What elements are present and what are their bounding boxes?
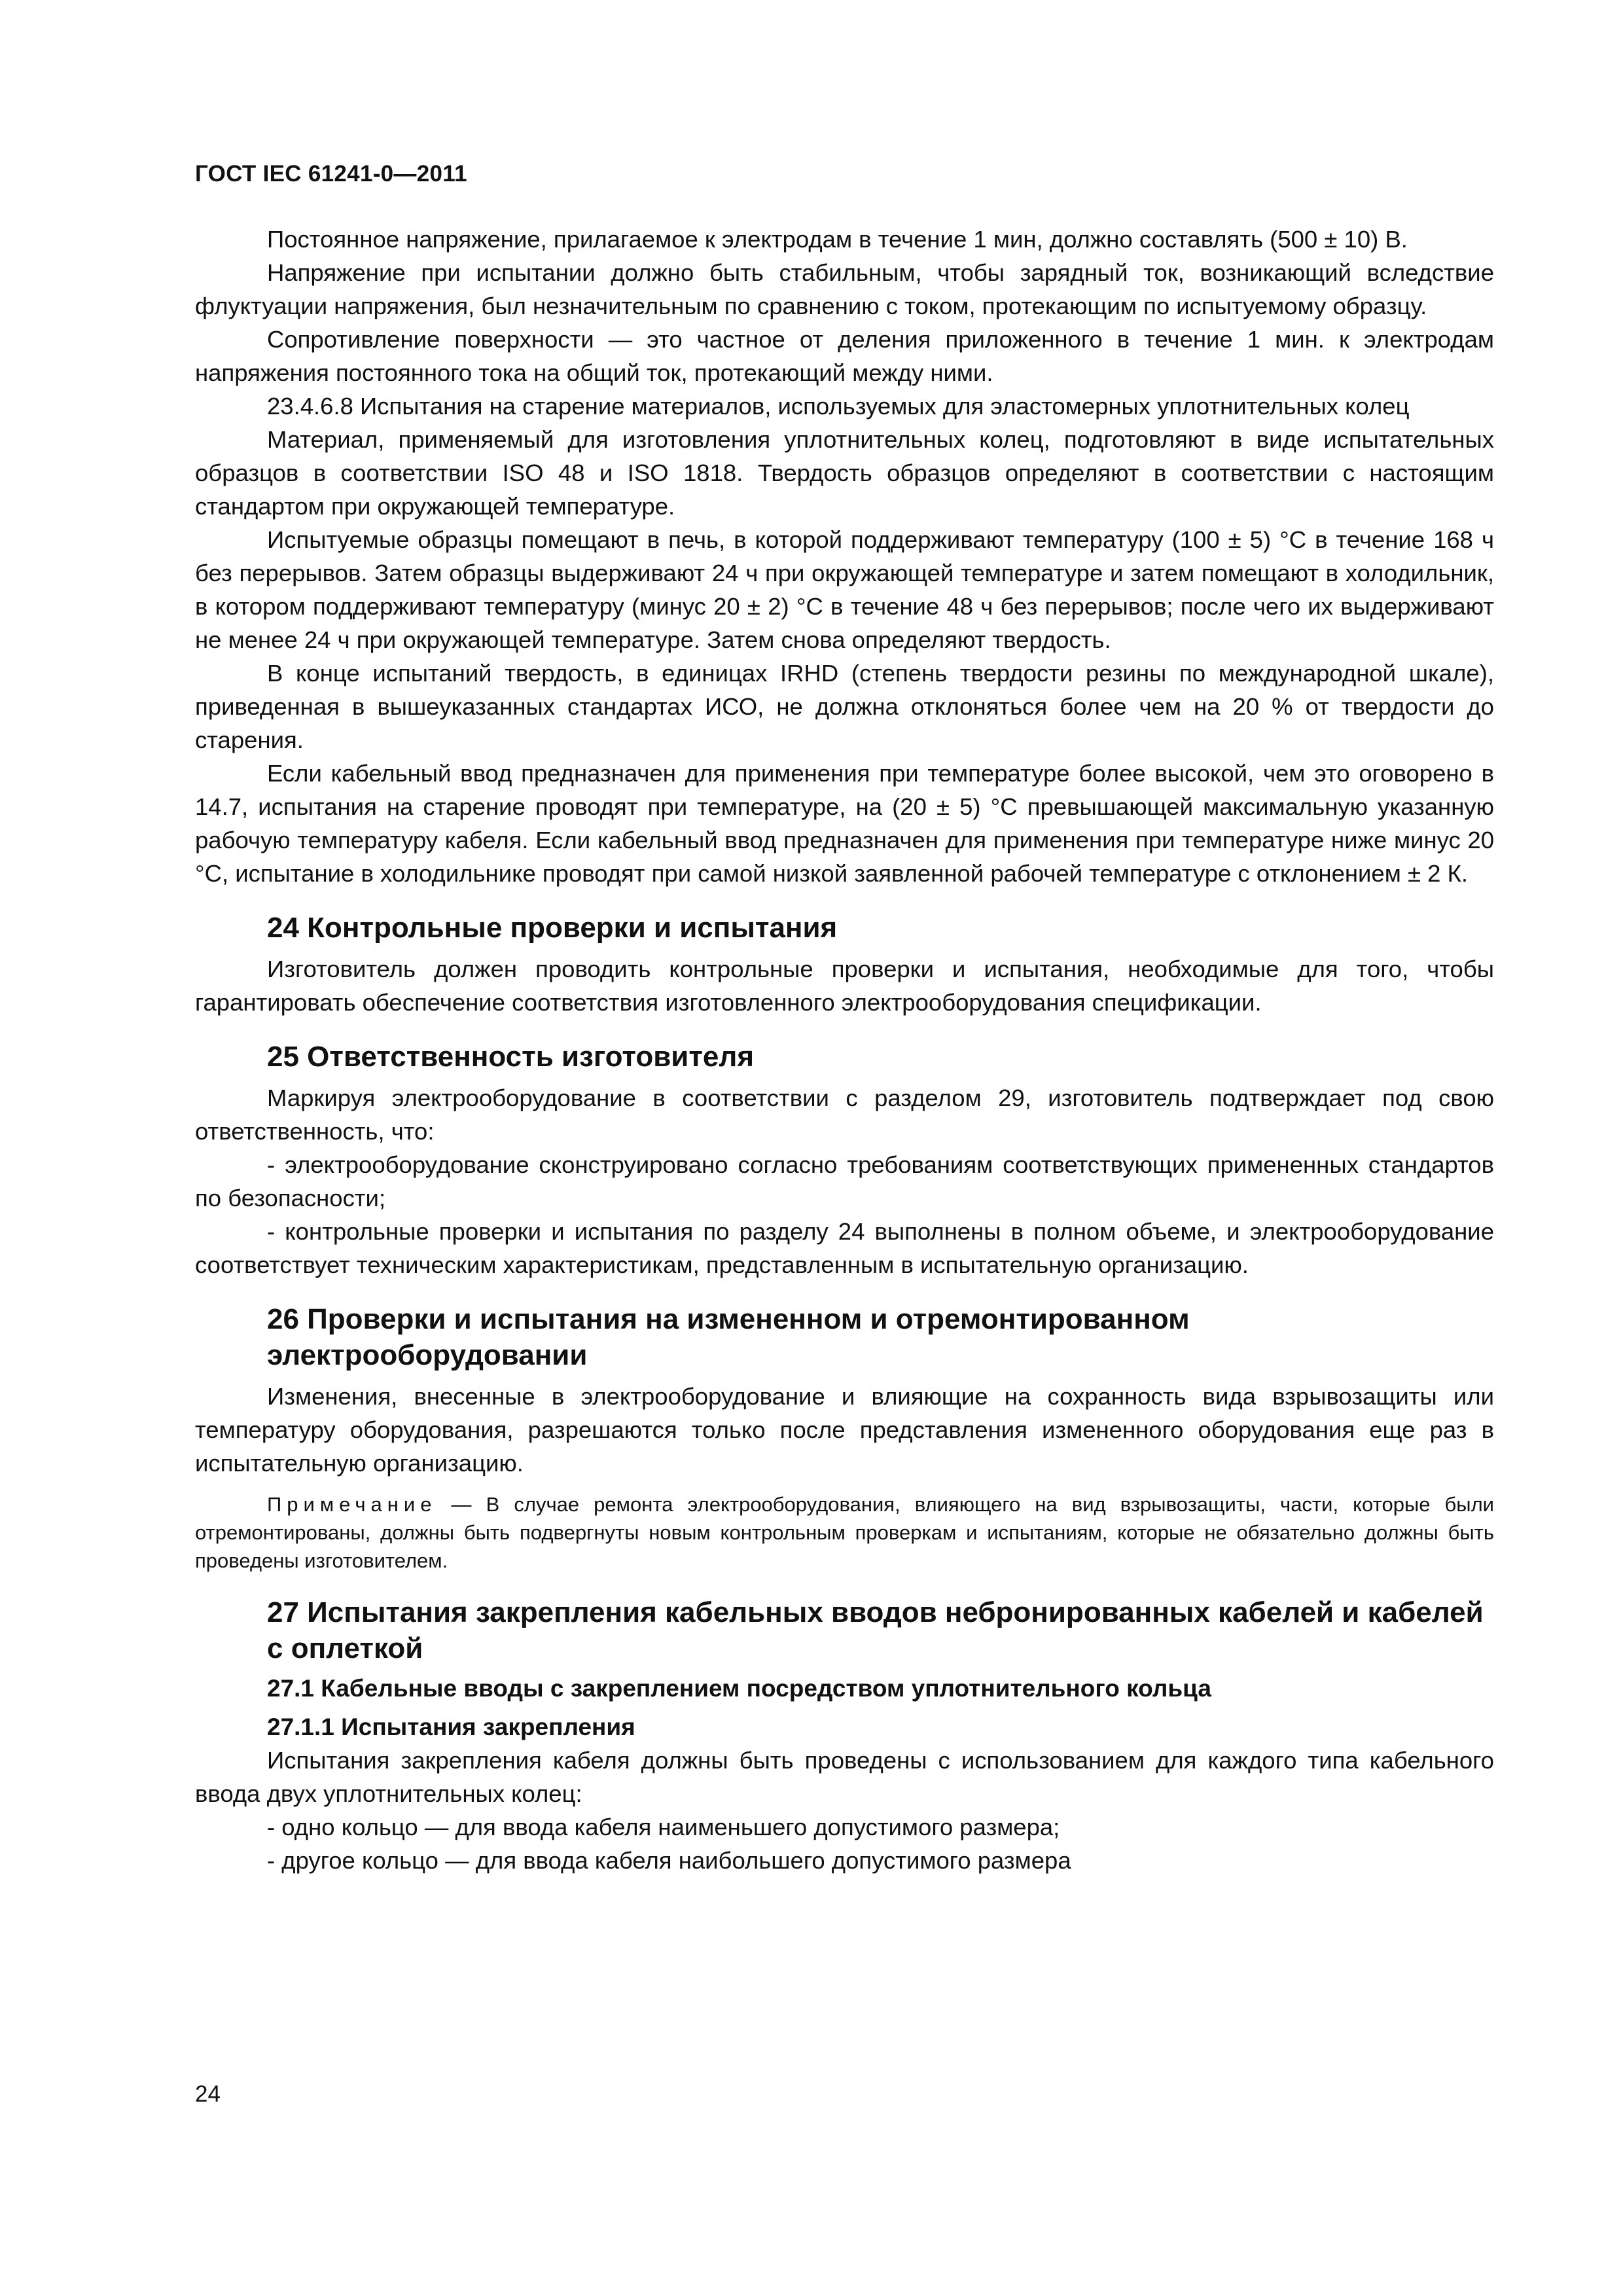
paragraph: Материал, применяемый для изготовления уплотнительных колец, подготовляют в виде испытательных образцов в соответствии ISO 48 и ISO 1818. Твердость образцов определяют в соответствии с настоящим стандартом при окружающей температуре. — [195, 426, 1494, 520]
document-header: ГОСТ IEC 61241-0—2011 — [195, 161, 467, 187]
list-item: - другое кольцо — для ввода кабеля наибольшего допустимого размера — [267, 1847, 1071, 1874]
paragraph: В конце испытаний твердость, в единицах IRHD (степень твердости резины по международной шкале), приведенная в вышеуказанных стандартах ИСО, не должна отклоняться более чем на 20 % от твердости до старения. — [195, 660, 1494, 753]
section-heading-25: 25 Ответственность изготовителя — [267, 1041, 755, 1073]
note-text: — В случае ремонта электрооборудования, влияющего на вид взрывозащиты, части, которые были отремонтированы, должны быть подвергнуты новым контрольным проверкам и испытаниям, которые не обязательно должны быть проведены изготовителем. — [195, 1493, 1494, 1572]
section-heading-26: 26 Проверки и испытания на измененном и отремонтированном электрооборудовании — [267, 1303, 1190, 1371]
list-item: - контрольные проверки и испытания по разделу 24 выполнены в полном объеме, и электрооборудование соответствует техническим характеристикам, представленным в испытательную организацию. — [195, 1218, 1494, 1278]
subclause-title: 23.4.6.8 Испытания на старение материалов, используемых для эластомерных уплотнительных колец — [267, 393, 1410, 420]
section-heading-24: 24 Контрольные проверки и испытания — [267, 912, 838, 944]
paragraph: Напряжение при испытании должно быть стабильным, чтобы зарядный ток, возникающий вследствие флуктуации напряжения, был незначительным по сравнению с током, протекающим по испытуемому образцу. — [195, 259, 1494, 319]
note — [195, 1490, 1494, 1575]
section-heading-27: 27 Испытания закрепления кабельных вводов небронированных кабелей и кабелей с оплеткой — [267, 1596, 1484, 1664]
page-content — [195, 223, 1494, 1877]
page-number: 24 — [195, 2081, 221, 2107]
subsection-heading-27-1: 27.1 Кабельные вводы с закреплением посредством уплотнительного кольца — [267, 1675, 1211, 1702]
paragraph: Испытания закрепления кабеля должны быть проведены с использованием для каждого типа кабельного ввода двух уплотнительных колец: — [195, 1747, 1494, 1807]
paragraph: Если кабельный ввод предназначен для применения при температуре более высокой, чем это оговорено в 14.7, испытания на старение проводят при температуре, на (20 ± 5) °С превышающей максимальную указанную рабочую температуру кабеля. Если кабельный ввод предназначен для применения при температуре ниже минус 20 °С, испытание в холодильнике проводят при самой низкой заявленной рабочей температуре с отклонением ± 2 К. — [195, 760, 1494, 887]
list-item: - электрооборудование сконструировано согласно требованиям соответствующих примененных стандартов по безопасности; — [195, 1151, 1494, 1211]
paragraph: Сопротивление поверхности — это частное от деления приложенного в течение 1 мин. к электродам напряжения постоянного тока на общий ток, протекающий между ними. — [195, 326, 1494, 386]
paragraph: Постоянное напряжение, прилагаемое к электродам в течение 1 мин, должно составлять (500 ± 10) В. — [267, 226, 1408, 253]
list-item: - одно кольцо — для ввода кабеля наименьшего допустимого размера; — [267, 1814, 1060, 1840]
paragraph: Испытуемые образцы помещают в печь, в которой поддерживают температуру (100 ± 5) °С в течение 168 ч без перерывов. Затем образцы выдерживают 24 ч при окружающей температуре и затем помещают в холодильник, в котором поддерживают температуру (минус 20 ± 2) °С в течение 48 ч без перерывов; после чего их выдерживают не менее 24 ч при окружающей температуре. Затем снова определяют твердость. — [195, 526, 1494, 653]
note-label: Примечание — [267, 1493, 437, 1516]
paragraph: Маркируя электрооборудование в соответствии с разделом 29, изготовитель подтверждает под свою ответственность, что: — [195, 1085, 1494, 1145]
paragraph: Изготовитель должен проводить контрольные проверки и испытания, необходимые для того, чтобы гарантировать обеспечение соответствия изготовленного электрооборудования спецификации. — [195, 956, 1494, 1016]
subsection-heading-27-1-1: 27.1.1 Испытания закрепления — [267, 1713, 635, 1740]
paragraph: Изменения, внесенные в электрооборудование и влияющие на сохранность вида взрывозащиты или температуру оборудования, разрешаются только после представления измененного оборудования еще раз в испытательную организацию. — [195, 1383, 1494, 1477]
